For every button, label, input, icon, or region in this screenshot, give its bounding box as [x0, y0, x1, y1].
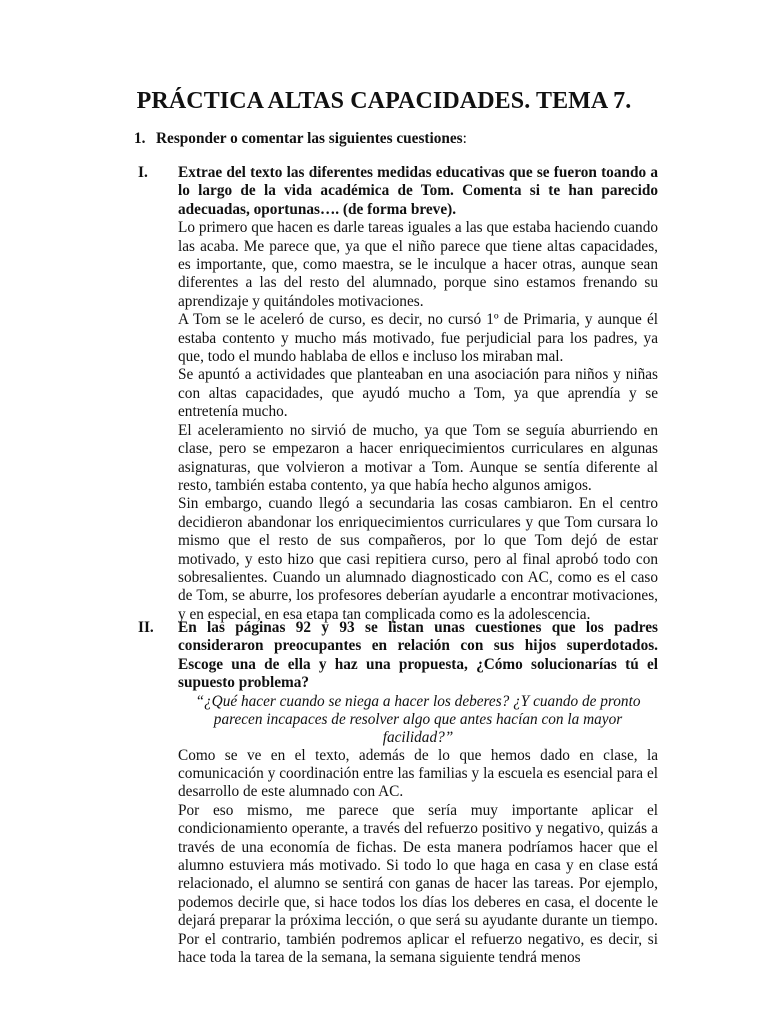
answer-paragraph: Por eso mismo, me parece que sería muy importante aplicar el condicionamiento operante, a través del refuerzo positivo y negativo, quizás a través de una economía de fichas. De esta manera podríamos hacer que el alumno estuviera más motivado. Si todo lo que haga en casa y en clase está relacionado, el alumno se sentirá con ganas de hacer las tareas. Por ejemplo, podemos decirle que, si hace todos los días los deberes en casa, el docente le dejará preparar la próxima lección, o que será su ayudante durante un tiempo. Por el contrario, también podremos aplicar el refuerzo negativo, es decir, si hace toda la tarea de la semana, la semana siguiente tendrá menos: [178, 801, 658, 967]
section-2: [138, 619, 658, 968]
quoted-question: “¿Qué hacer cuando se niega a hacer los deberes? ¿Y cuando de pronto parecen incapaces de resolver algo que antes hacían con la mayor facilidad?”: [195, 692, 641, 746]
section-question: Extrae del texto las diferentes medidas educativas que se fueron toando a lo largo de la vida académica de Tom. Comenta si te han parecido adecuadas, oportunas…. (de forma breve).: [178, 164, 658, 218]
instruction-colon: :: [462, 130, 467, 147]
instruction-item: [134, 129, 467, 148]
instruction-number: 1.: [134, 130, 146, 147]
section-question: En las páginas 92 y 93 se listan unas cuestiones que los padres consideraron preocupantes en relación con sus hijos superdotados. Escoge una de ella y haz una propuesta, ¿Cómo solucionarías tú el supuesto problema?: [178, 619, 658, 692]
answer-paragraph: Lo primero que hacen es darle tareas iguales a las que estaba haciendo cuando las acaba. Me parece que, ya que el niño parece que tiene altas capacidades, es importante, que, como maestra, se le inculque a hacer otras, aunque sean diferentes a las del resto del alumnado, porque sino estamos frenando su aprendizaje y quitándoles motivaciones.: [178, 219, 658, 310]
section-number: I.: [138, 164, 148, 181]
page-title: PRÁCTICA ALTAS CAPACIDADES. TEMA 7.: [136, 88, 632, 114]
answer-paragraph: El aceleramiento no sirvió de mucho, ya que Tom se seguía aburriendo en clase, pero se empezaron a hacer enriquecimientos curriculares en algunas asignaturas, que volvieron a motivar a Tom. Aunque se sentía diferente al resto, también estaba contento, ya que había hecho algunos amigos.: [178, 421, 658, 494]
answer-paragraph: Sin embargo, cuando llegó a secundaria las cosas cambiaron. En el centro decidieron abandonar los enriquecimientos curriculares y que Tom cursara lo mismo que el resto de sus compañeros, por lo que Tom dejó de estar motivado, y esto hizo que casi repitiera curso, pero al final aprobó todo con sobresalientes. Cuando un alumnado diagnosticado con AC, como es el caso de Tom, se aburre, los profesores deberían ayudarle a encontrar motivaciones, y en especial, en esa etapa tan complicada como es la adolescencia.: [178, 495, 658, 623]
answer-paragraph: Como se ve en el texto, además de lo que hemos dado en clase, la comunicación y coordinación entre las familias y la escuela es esencial para el desarrollo de este alumnado con AC.: [178, 746, 658, 801]
answer-paragraph: Se apuntó a actividades que planteaban en una asociación para niños y niñas con altas capacidades, que ayudó mucho a Tom, ya que aprendía y se entretenía mucho.: [178, 366, 658, 421]
section-number: II.: [138, 619, 154, 636]
answer-paragraph: A Tom se le aceleró de curso, es decir, no cursó 1º de Primaria, y aunque él estaba contento y mucho más motivado, fue perjudicial para los padres, ya que, todo el mundo hablaba de ellos e incluso los miraban mal.: [178, 311, 658, 366]
instruction-text: Responder o comentar las siguientes cuestiones: [156, 130, 463, 147]
section-1: [138, 164, 658, 624]
